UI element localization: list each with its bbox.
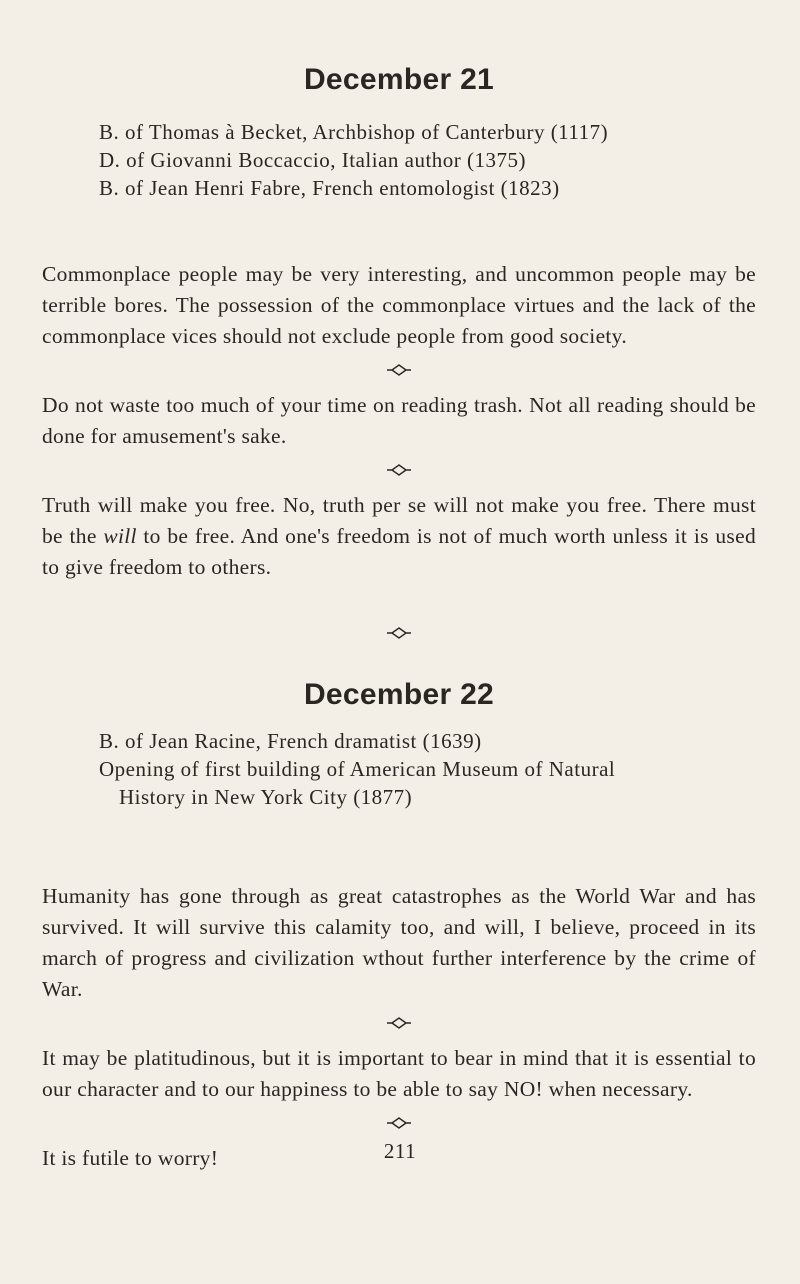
paragraph-text: to be free. And one's freedom is not of much worth unless it is used to give freedom to others. [42,524,756,579]
events-list-dec-21 [99,118,756,202]
events-list-dec-22 [99,727,756,811]
section-heading-dec-21: December 21 [303,63,495,96]
event-line: B. of Thomas à Becket, Archbishop of Canterbury (1117) [99,120,609,144]
page-number: 211 [383,1139,417,1163]
page [42,60,756,1174]
diamond-ornament-icon [42,619,756,647]
diamond-ornament-icon [42,356,756,384]
emphasized-word: will [103,524,137,548]
paragraph: Humanity has gone through as great catastrophes as the World War and has survived. It will survive this calamity too, and will, I believe, proceed in its march of progress and civilization wthout further interference by the crime of War. [42,884,756,1001]
event-line: Opening of first building of American Museum of Natural [99,757,616,781]
diamond-ornament-icon [42,1109,756,1137]
diamond-ornament-icon [42,456,756,484]
diamond-ornament-icon [42,1009,756,1037]
paragraph [42,490,756,583]
paragraph: Commonplace people may be very interesting, and uncommon people may be terrible bores. The possession of the commonplace virtues and the lack of the commonplace vices should not exclude people from good society. [42,262,756,348]
event-line: B. of Jean Henri Fabre, French entomologist (1823) [99,176,560,200]
paragraph-text: Truth will make you free. No, truth per se will not make you free. There must be the [42,493,756,548]
paragraph: It may be platitudinous, but it is important to bear in mind that it is essential to our character and to our happiness to be able to say NO! when necessary. [42,1046,756,1101]
paragraph: Do not waste too much of your time on reading trash. Not all reading should be done for amusement's sake. [42,393,756,448]
event-line: B. of Jean Racine, French dramatist (1639) [99,729,482,753]
event-line: D. of Giovanni Boccaccio, Italian author (1375) [99,148,527,172]
section-heading-dec-22: December 22 [303,678,495,711]
event-line: History in New York City (1877) [119,785,413,809]
paragraph: It is futile to worry! [42,1146,219,1170]
